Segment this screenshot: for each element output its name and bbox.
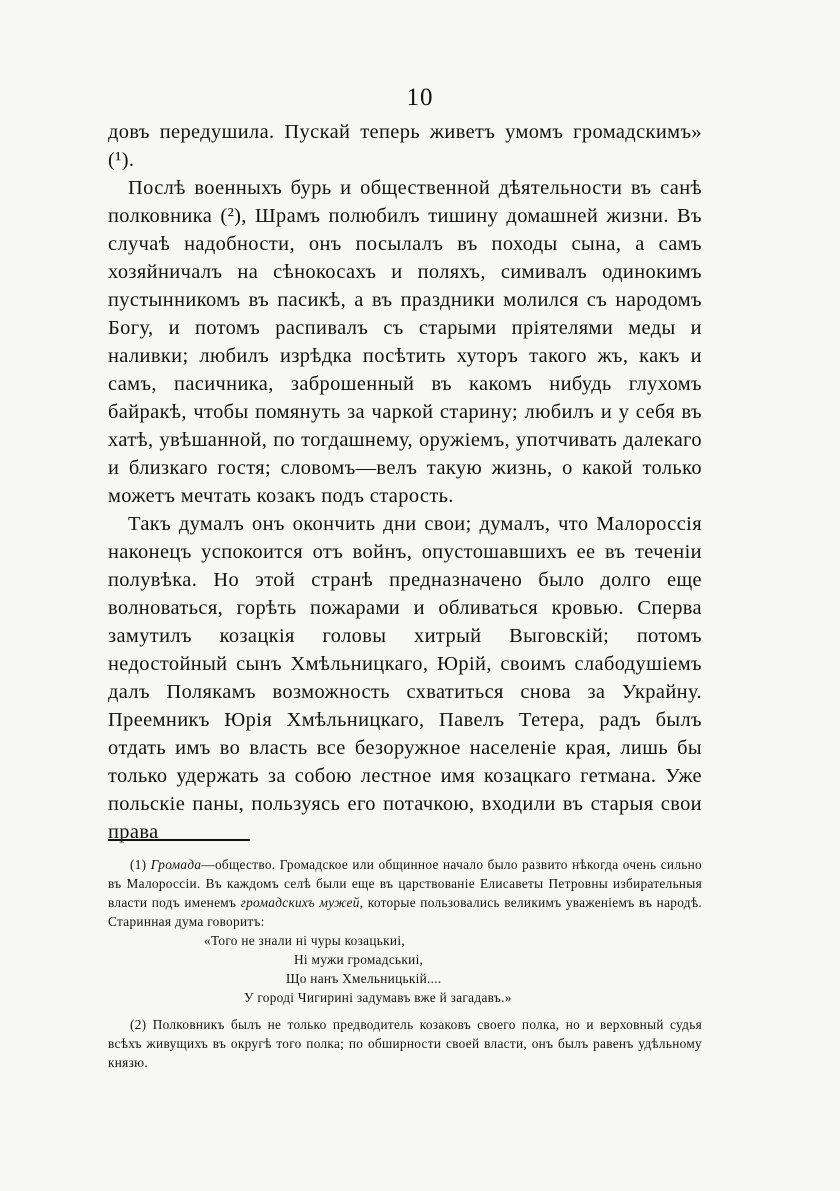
paragraph: Такъ думалъ онъ окончить дни свои; думалъ, что Малороссія наконецъ успокоится отъ войнъ, опустошавшихъ ее въ теченіи полувѣка. Но этой странѣ предназначено было долго еще волноваться, горѣть пожарами и обливаться кровью. Сперва замутилъ козацкія головы хитрый Выговскій; потомъ недостойный сынъ Хмѣльницкаго, Юрій, своимъ слабодушіемъ далъ Полякамъ возможность схватиться снова за Украйну. Преемникъ Юрія Хмѣльницкаго, Павелъ Тетера, радъ былъ отдать имъ во власть все безоружное населеніе края, лишь бы только удержать за собою лестное имя козацкаго гетмана. Уже польскіе паны, пользуясь его потачкою, входили въ старыя свои права	[108, 513, 702, 843]
footnote-marker: (2)	[130, 1017, 147, 1032]
footnotes	[108, 855, 702, 1072]
paragraph: довъ передушила. Пускай теперь живетъ умомъ громадскимъ» (¹).	[108, 121, 702, 171]
footnote-1	[108, 855, 702, 931]
footnote-term: громадскихъ мужей	[240, 895, 360, 910]
main-text	[108, 118, 702, 846]
footnote-marker: (1)	[130, 857, 147, 872]
page-number: 10	[406, 84, 434, 111]
footnote-term: Громада	[150, 857, 202, 872]
poem-line: Ні мужи громадськиі,	[294, 952, 424, 967]
footnote-text: Полковникъ былъ не только предводитель козаковъ своего полка, но и верховный судья всѣхъ живущихъ въ округѣ того полка; по обширности своей власти, онъ былъ равенъ удѣльному князю.	[108, 1017, 702, 1070]
footnote-divider	[108, 839, 250, 841]
poem	[204, 931, 702, 1007]
footnote-text: —общество. Громадское или общинное начало было развито нѣкогда очень сильно въ Малороссіи. Въ каждомъ селѣ были еще въ царствованіе Елисаветы Петровны избирательныя власти подъ именемъ	[108, 857, 702, 910]
poem-line: «Того не знали ні чуры козацькиі,	[204, 933, 405, 948]
poem-line: Що нанъ Хмельницькій....	[286, 971, 442, 986]
footnote-text: , которые пользовались великимъ уваженіемъ въ народѣ. Старинная дума говоритъ:	[108, 895, 702, 929]
poem-line: У городі Чигиринi задумавъ вже й загадавъ.»	[244, 990, 512, 1005]
paragraph: Послѣ военныхъ бурь и общественной дѣятельности въ санѣ полковника (²), Шрамъ полюбилъ тишину домашней жизни. Въ случаѣ надобности, онъ посылалъ въ походы сына, а самъ хозяйничалъ на сѣнокосахъ и поляхъ, симивалъ одинокимъ пустынникомъ въ пасикѣ, а въ праздники молился съ народомъ Богу, и потомъ распивалъ съ старыми пріятелями меды и наливки; любилъ изрѣдка посѣтить хуторъ такого жъ, какъ и самъ, пасичника, заброшенный въ какомъ нибудь глухомъ байракѣ, чтобы помянуть за чаркой старину; любилъ и у себя въ хатѣ, увѣшанной, по тогдашнему, оружіемъ, употчивать далекаго и близкаго гостя; словомъ—велъ такую жизнь, о какой только можетъ мечтать козакъ подъ старость.	[108, 177, 702, 507]
footnote-2	[108, 1015, 702, 1072]
